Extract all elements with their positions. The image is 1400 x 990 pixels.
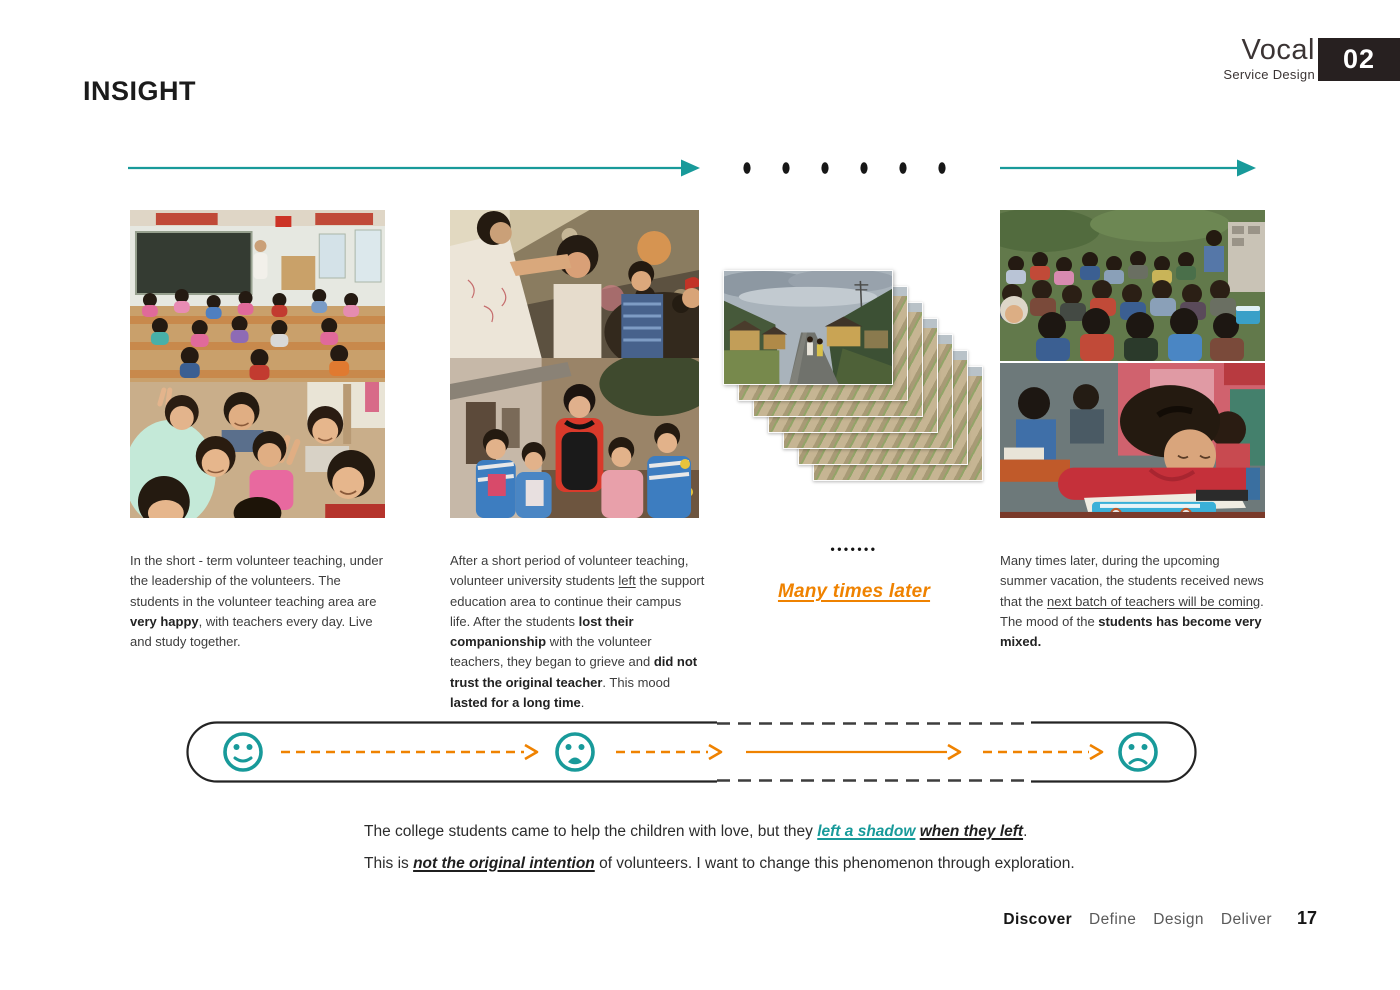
photo-village-path xyxy=(723,270,893,385)
ellipsis-dots: ••••••• xyxy=(830,542,878,556)
photo-child-on-desk xyxy=(1000,363,1265,518)
timeline xyxy=(0,148,1400,188)
nav-step-discover: Discover xyxy=(1003,911,1073,928)
photo-volunteers-group xyxy=(450,358,699,518)
photo-children-queue xyxy=(1000,210,1265,361)
nav-step-deliver: Deliver xyxy=(1220,911,1272,928)
stage4-text: Many times later, during the upcoming summer vacation, the students received news that the next batch of teachers will be coming. The mood of the students has become very mixed. xyxy=(1000,553,1264,650)
page-title: INSIGHT xyxy=(83,76,197,106)
timeline-arrow-right-icon xyxy=(1000,160,1256,177)
process-nav xyxy=(1003,908,1317,929)
photo-village-path-stack xyxy=(723,270,985,482)
summary-line-1: The college students came to help the children with love, but they left a shadow when they left. xyxy=(364,823,1028,840)
timeline-dots-icon xyxy=(743,162,945,174)
brand-subtitle: Service Design xyxy=(1223,67,1315,82)
stage1-text: In the short - term volunteer teaching, under the leadership of the volunteers. The students in the volunteer teaching area are very happy, with teachers every day. Live and study together. xyxy=(130,553,383,650)
nav-step-design: Design xyxy=(1153,911,1204,928)
summary-block xyxy=(364,823,1124,886)
timeline-arrow-left-icon xyxy=(128,160,700,177)
chapter-badge xyxy=(1318,38,1400,81)
summary-line-2: This is not the original intention of volunteers. I want to change this phenomenon through exploration. xyxy=(364,854,1075,872)
nav-step-define: Define xyxy=(1089,911,1137,928)
mood-timeline-band xyxy=(186,721,1197,783)
stage3-block xyxy=(723,542,985,603)
brand-block xyxy=(1223,36,1315,81)
photo-farewell xyxy=(450,210,699,358)
many-times-later-label: Many times later xyxy=(777,581,931,602)
photo-classroom xyxy=(130,210,385,382)
stage2-text: After a short period of volunteer teaching, volunteer university students left the support education area to continue their campus life. After the students lost their companionship with the volunteer teachers, they began to grieve and did not trust the original teacher. This mood lasted for a long time. xyxy=(450,553,705,710)
page-number: 17 xyxy=(1296,908,1317,928)
brand-title: Vocal xyxy=(1241,34,1315,66)
chapter-number: 02 xyxy=(1342,44,1376,74)
photo-happy-children xyxy=(130,382,385,518)
